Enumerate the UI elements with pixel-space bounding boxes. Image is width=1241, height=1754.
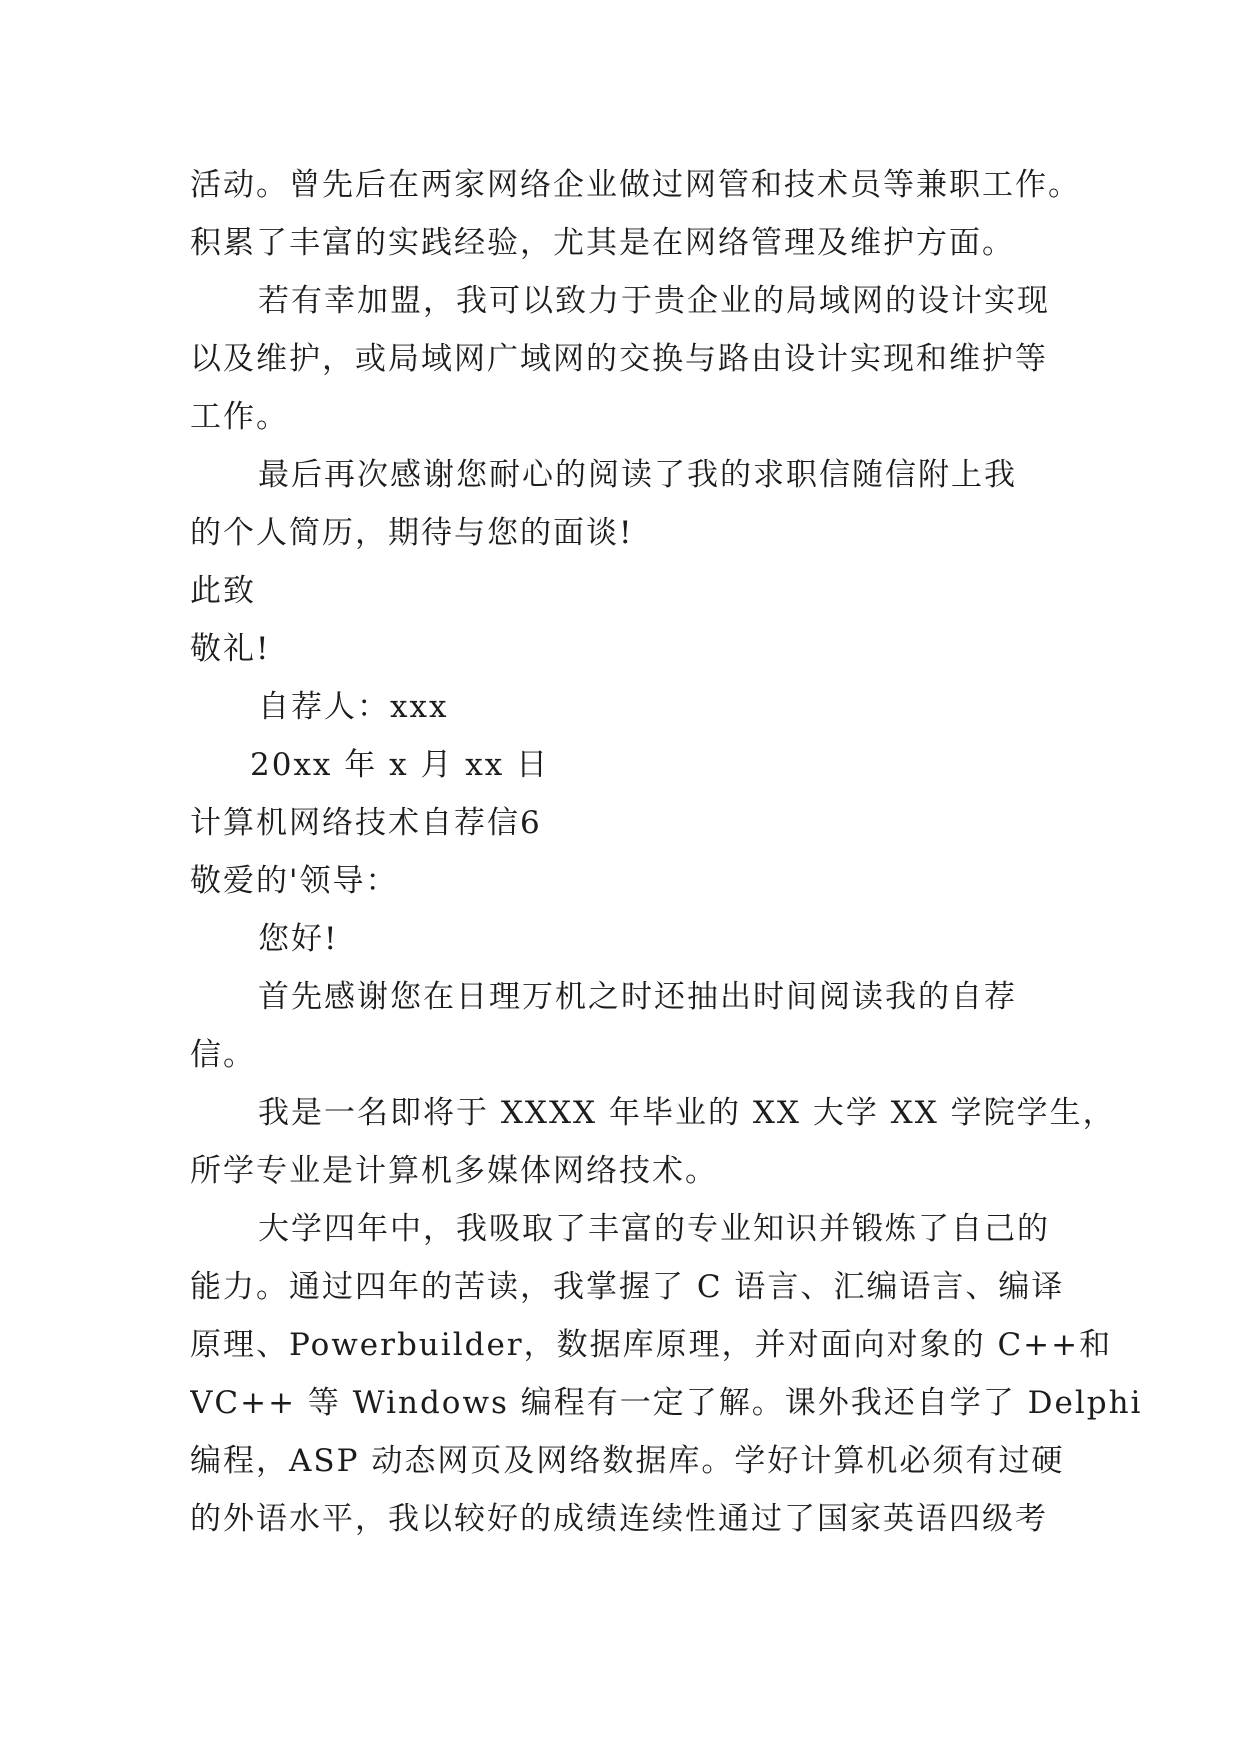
salutation-line: 敬爱的'领导： [190, 863, 399, 899]
paragraph-line: 积累了丰富的实践经验，尤其是在网络管理及维护方面。 [190, 225, 1015, 261]
paragraph-line: 的个人简历，期待与您的面谈! [190, 515, 634, 551]
signature-line: 自荐人：xxx [258, 689, 449, 725]
paragraph-line: 活动。曾先后在两家网络企业做过网管和技术员等兼职工作。 [190, 167, 1081, 203]
paragraph-line: 首先感谢您在日理万机之时还抽出时间阅读我的自荐 [258, 979, 1017, 1015]
paragraph-line: 的外语水平，我以较好的成绩连续性通过了国家英语四级考 [190, 1501, 1048, 1537]
paragraph-line: 以及维护，或局域网广域网的交换与路由设计实现和维护等 [190, 341, 1048, 377]
date-line: 20xx 年 x 月 xx 日 [250, 747, 550, 783]
paragraph-line: 若有幸加盟，我可以致力于贵企业的局域网的设计实现 [258, 283, 1050, 319]
paragraph-line: 原理、Powerbuilder，数据库原理，并对面向对象的 C++和 [190, 1327, 1113, 1363]
paragraph-line: VC++ 等 Windows 编程有一定了解。课外我还自学了 Delphi [190, 1385, 1143, 1421]
paragraph-line: 最后再次感谢您耐心的阅读了我的求职信随信附上我 [258, 457, 1017, 493]
paragraph-line: 所学专业是计算机多媒体网络技术。 [190, 1153, 718, 1189]
letter-body [190, 156, 1150, 1548]
paragraph-line: 编程，ASP 动态网页及网络数据库。学好计算机必须有过硬 [190, 1443, 1065, 1479]
closing-line: 此致 [190, 573, 256, 609]
paragraph-line: 工作。 [190, 399, 289, 435]
greeting-line: 您好! [258, 921, 339, 957]
paragraph-line: 信。 [190, 1037, 256, 1073]
section-title: 计算机网络技术自荐信6 [190, 805, 542, 841]
paragraph-line: 我是一名即将于 XXXX 年毕业的 XX 大学 XX 学院学生， [258, 1095, 1116, 1131]
paragraph-line: 大学四年中，我吸取了丰富的专业知识并锻炼了自己的 [258, 1211, 1050, 1247]
closing-salute: 敬礼! [190, 631, 271, 667]
paragraph-line: 能力。通过四年的苦读，我掌握了 C 语言、汇编语言、编译 [190, 1269, 1065, 1305]
